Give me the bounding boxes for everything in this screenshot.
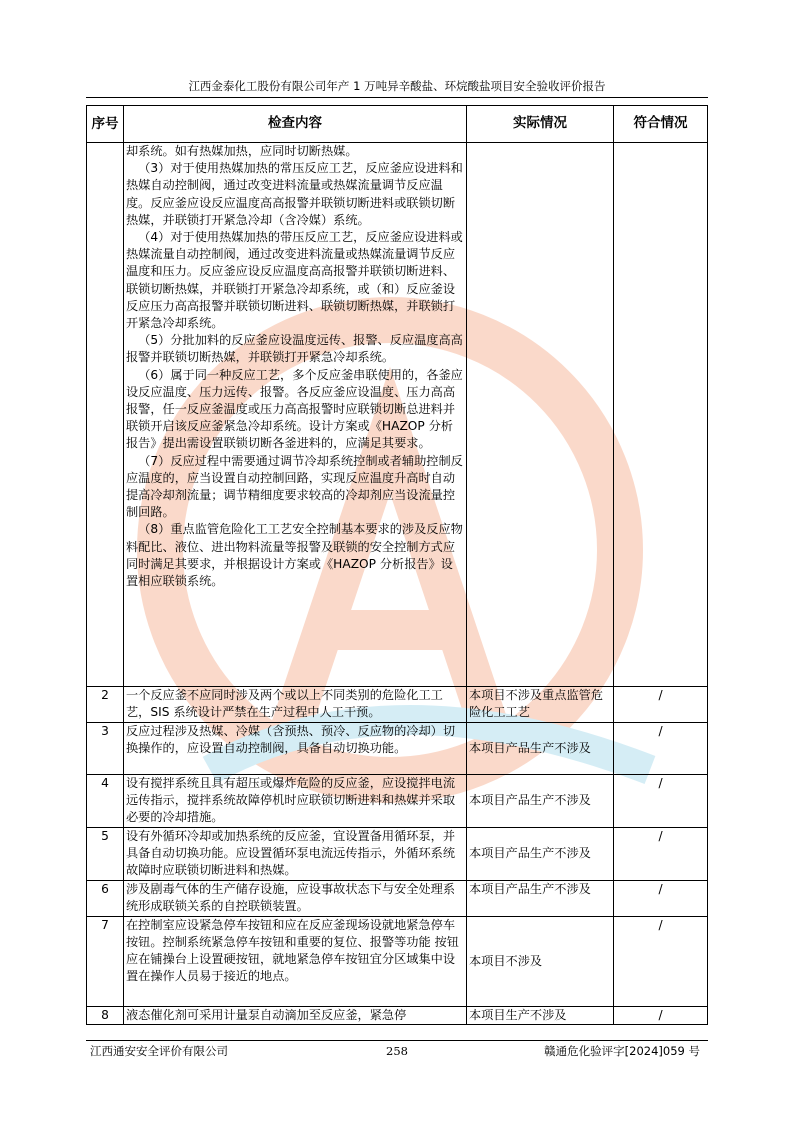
row-actual: 本项目产品生产不涉及 <box>467 880 614 916</box>
row-content: 涉及剧毒气体的生产储存设施，应设事故状态下与安全处理系统形成联锁关系的自控联锁装置。 <box>124 880 467 916</box>
page-number: 258 <box>386 1044 408 1058</box>
row-actual <box>467 143 614 687</box>
table-row <box>87 916 708 1006</box>
row-content <box>124 143 467 687</box>
col-header-content: 检查内容 <box>124 106 467 143</box>
row-content: 反应过程涉及热媒、冷媒（含预热、预冷、反应物的冷却）切换操作的，应设置自动控制阀，具备自动切换功能。 <box>124 723 467 775</box>
row-compliance: / <box>614 723 708 775</box>
row-compliance: / <box>614 827 708 880</box>
row-num <box>87 143 124 687</box>
row-compliance: / <box>614 687 708 723</box>
row-num: 3 <box>87 723 124 775</box>
table-row <box>87 880 708 916</box>
content-para: （3）对于使用热媒加热的常压反应工艺，反应釜应设进料和热媒自动控制阀，通过改变进料流量或热媒流量调节反应温度。反应釜应设反应温度高高报警并联锁切断进料或联锁切断热媒，并联锁打开紧急冷却（含冷媒）系统。 <box>126 161 463 227</box>
row-actual: 本项目不涉及重点监管危险化工工艺 <box>467 687 614 723</box>
row-actual: 本项目生产不涉及 <box>467 1006 614 1024</box>
footer-company: 江西通安安全评价有限公司 <box>90 1044 228 1058</box>
content-para: 却系统。如有热媒加热，应同时切断热媒。 <box>126 144 358 158</box>
table-row <box>87 775 708 828</box>
col-header-seq: 序号 <box>87 106 124 143</box>
content-para: （4）对于使用热媒加热的带压反应工艺，反应釜应设进料或热媒流量自动控制阀，通过改变进料流量或热媒流量调节反应温度和压力。反应釜应设反应温度高高报警并联锁切断进料、联锁切断热媒，并联锁打开紧急冷却系统，或（和）反应釜设反应压力高高报警并联锁切断进料、联锁切断热媒，并联锁打开紧急冷却系统。 <box>126 230 463 331</box>
page-footer <box>86 1040 708 1061</box>
row-content: 一个反应釜不应同时涉及两个或以上不同类别的危险化工工艺，SIS 系统设计严禁在生产过程中人工干预。 <box>124 687 467 723</box>
row-content: 在控制室应设紧急停车按钮和应在反应釜现场设就地紧急停车按钮。控制系统紧急停车按钮和重要的复位、报警等功能 按钮应在铺操台上设置硬按钮，就地紧急停车按钮宜分区域集中设置在操作人员易于接近的地点。 <box>124 916 467 1006</box>
row-content: 液态催化剂可采用计量泵自动滴加至反应釜，紧急停 <box>124 1006 467 1024</box>
table-header-row <box>87 106 708 143</box>
row-num: 7 <box>87 916 124 1006</box>
row-compliance <box>614 143 708 687</box>
row-actual: 本项目产品生产不涉及 <box>467 723 614 775</box>
row-content: 设有搅拌系统且具有超压或爆炸危险的反应釜，应设搅拌电流远传指示，搅拌系统故障停机时应联锁切断进料和热媒并采取必要的冷却措施。 <box>124 775 467 828</box>
row-num: 6 <box>87 880 124 916</box>
row-actual: 本项目产品生产不涉及 <box>467 827 614 880</box>
row-num: 5 <box>87 827 124 880</box>
col-header-compliance: 符合情况 <box>614 106 708 143</box>
inspection-table <box>86 105 708 1025</box>
table-row <box>87 143 708 687</box>
table-row <box>87 723 708 775</box>
row-content: 设有外循环冷却或加热系统的反应釜，宜设置备用循环泵，并具备自动切换功能。应设置循环泵电流远传指示，外循环系统故障时应联锁切断进料和热媒。 <box>124 827 467 880</box>
row-actual: 本项目不涉及 <box>467 916 614 1006</box>
row-num: 8 <box>87 1006 124 1024</box>
row-compliance: / <box>614 1006 708 1024</box>
row-actual: 本项目产品生产不涉及 <box>467 775 614 828</box>
table-row <box>87 1006 708 1024</box>
content-para: （5）分批加料的反应釜应设温度远传、报警、反应温度高高报警并联锁切断热媒，并联锁打开紧急冷却系统。 <box>126 333 463 365</box>
row-compliance: / <box>614 880 708 916</box>
content-para: （6）属于同一种反应工艺，多个反应釜串联使用的，各釜应设反应温度、压力远传、报警。各反应釜应设温度、压力高高报警，任一反应釜温度或压力高高报警时应联锁切断总进料并联锁开启该反应釜紧急冷却系统。设计方案或《HAZOP 分析报告》提出需设置联锁切断各釜进料的，应满足其要求。 <box>126 367 463 451</box>
row-num: 2 <box>87 687 124 723</box>
row-compliance: / <box>614 916 708 1006</box>
content-para: （7）反应过程中需要通过调节冷却系统控制或者辅助控制反应温度的，应当设置自动控制回路，实现反应温度升高时自动提高冷却剂流量；调节精细度要求较高的冷却剂应当设流量控制回路。 <box>126 453 463 520</box>
row-num: 4 <box>87 775 124 828</box>
table-row <box>87 827 708 880</box>
page-header: 江西金泰化工股份有限公司年产 1 万吨异辛酸盐、环烷酸盐项目安全验收评价报告 <box>86 78 708 98</box>
table-row <box>87 687 708 723</box>
footer-report-code: 赣通危化验评字[2024]059 号 <box>544 1044 700 1058</box>
content-para: （8）重点监管危险化工工艺安全控制基本要求的涉及反应物料配比、液位、进出物料流量等报警及联锁的安全控制方式应同时满足其要求，并根据设计方案或《HAZOP 分析报告》设置相应联锁系统。 <box>126 522 463 589</box>
col-header-actual: 实际情况 <box>467 106 614 143</box>
row-compliance: / <box>614 775 708 828</box>
